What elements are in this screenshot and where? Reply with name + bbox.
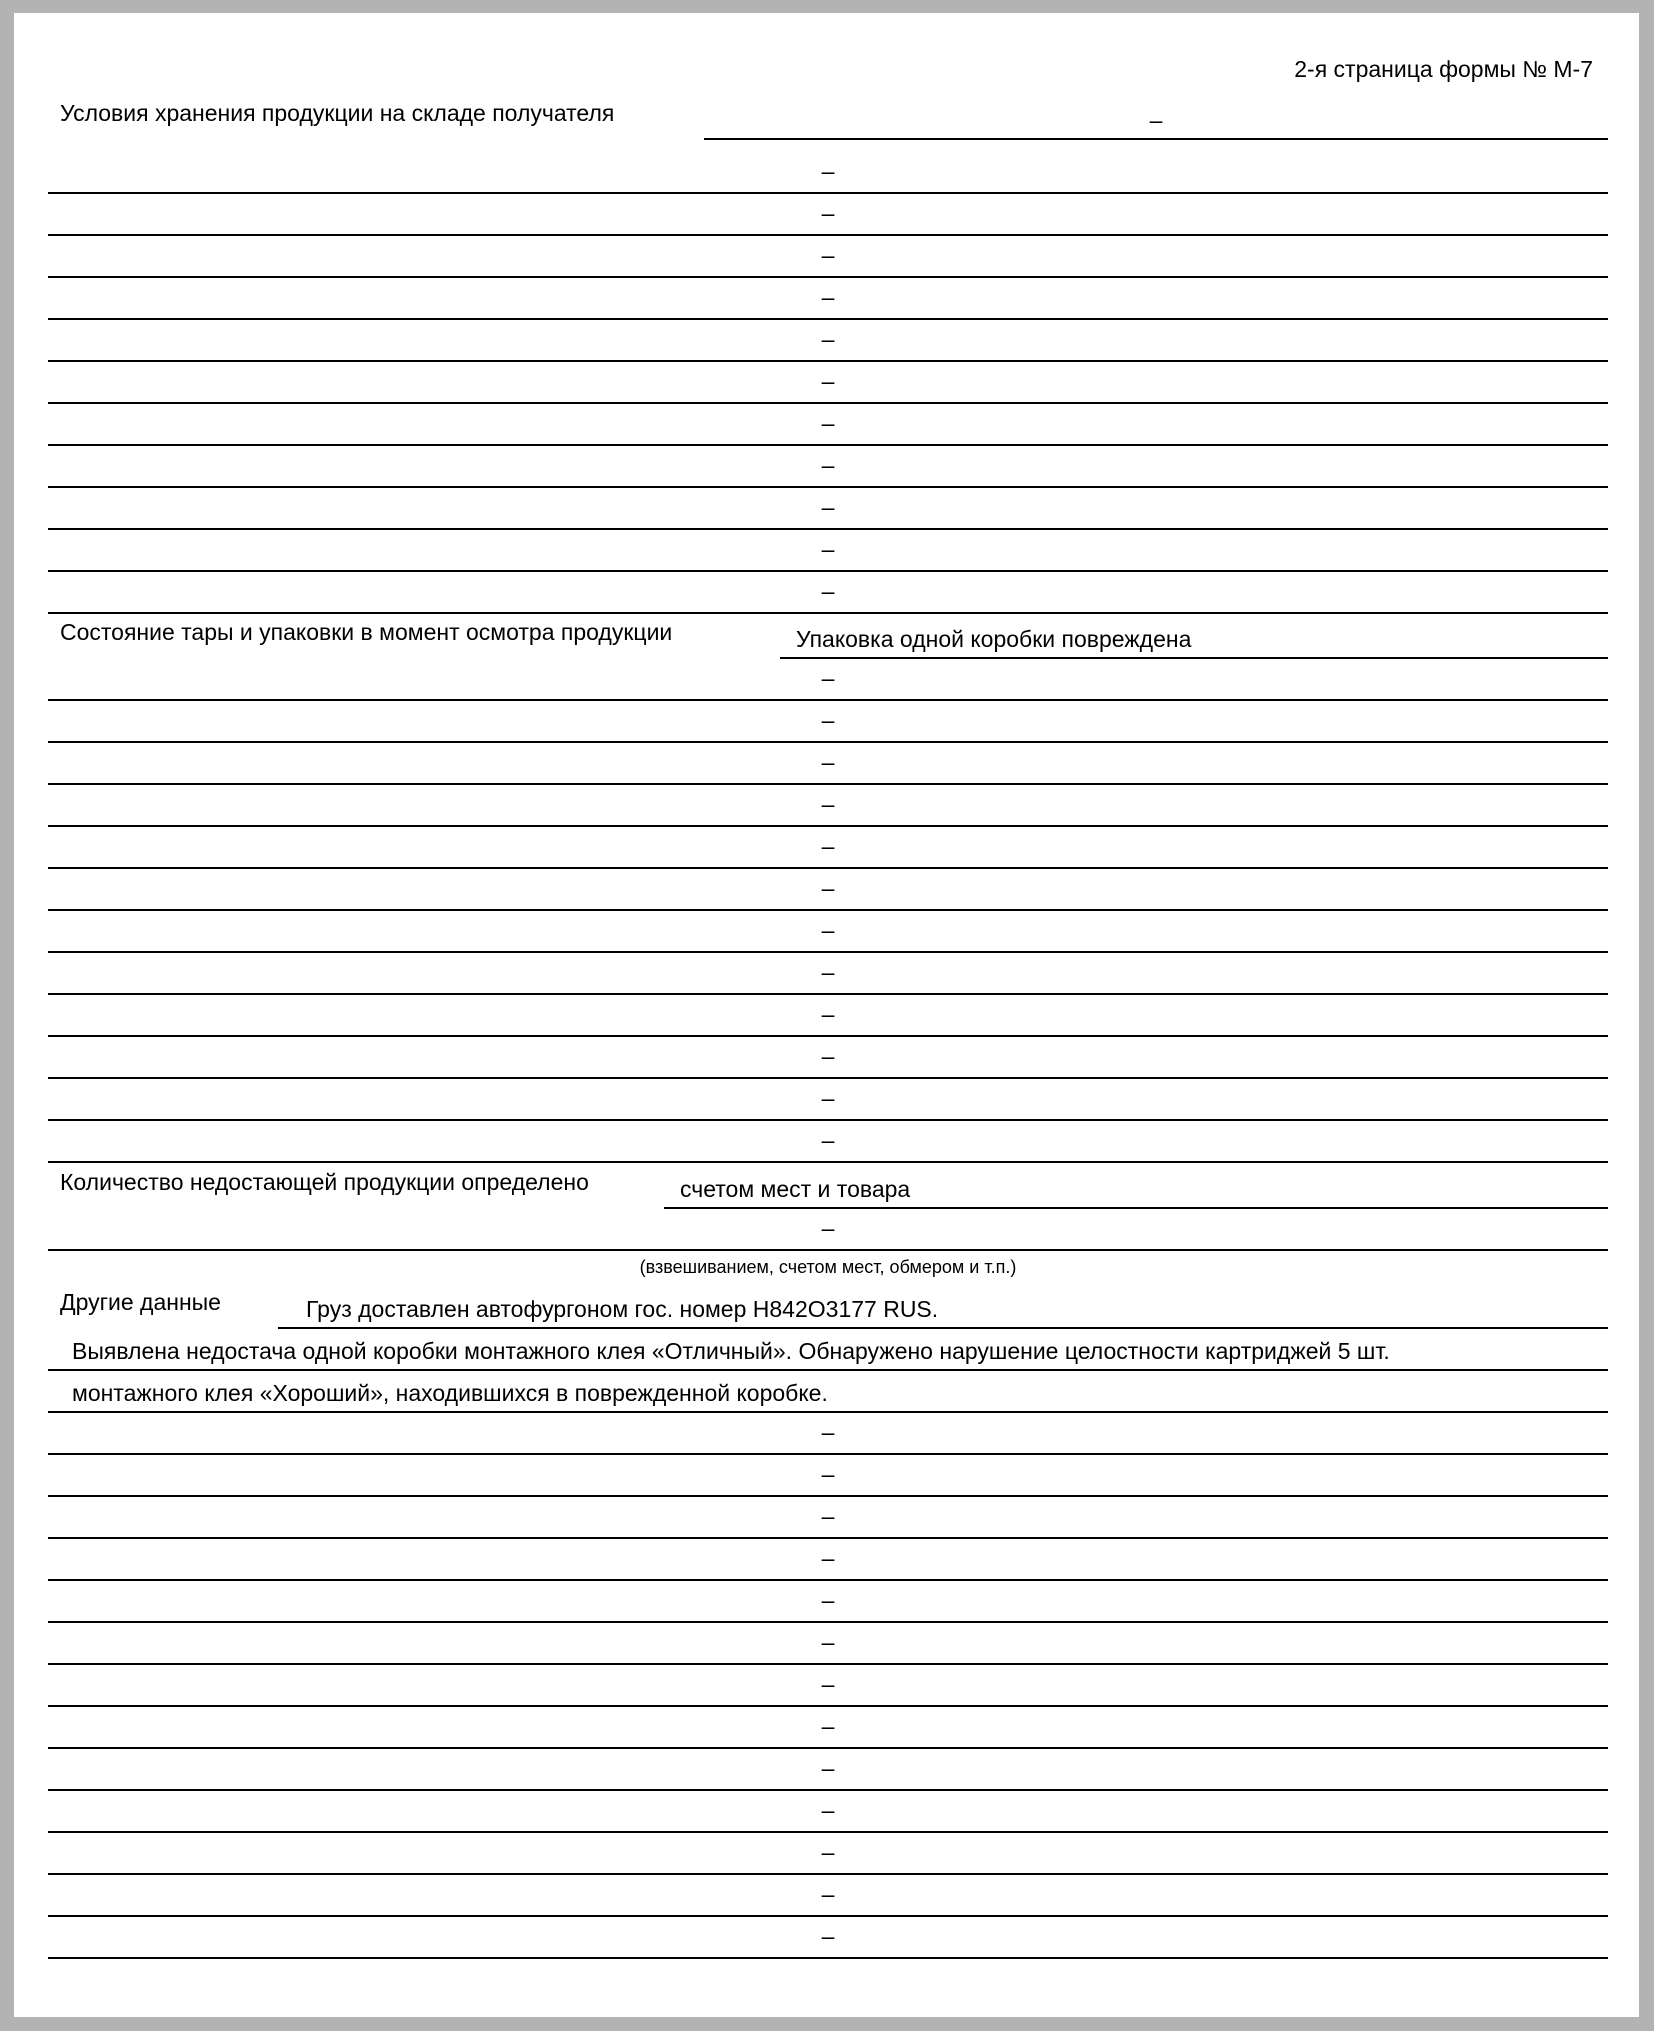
form-area [14,13,1639,2017]
other-data-line-2[interactable] [48,1329,1608,1371]
dash-mark: – [821,1215,835,1241]
dash-mark: – [821,1503,835,1529]
blank-line[interactable] [48,1707,1608,1749]
dash-mark: – [821,536,835,562]
dash-mark: – [821,1671,835,1697]
packaging-state-row [48,613,1608,659]
other-data-line-3-text: монтажного клея «Хороший», находившихся в поврежденной коробке. [72,1380,828,1406]
dash-mark: – [821,1085,835,1111]
blank-line[interactable] [48,1749,1608,1791]
dash-mark: – [821,242,835,268]
dash-mark: – [821,452,835,478]
other-data-row [48,1283,1608,1329]
blank-line[interactable] [48,1875,1608,1917]
blank-line[interactable] [48,236,1608,278]
blank-line[interactable] [48,1037,1608,1079]
storage-conditions-field[interactable] [704,100,1608,140]
dash-mark: – [821,1923,835,1949]
dash-mark: – [821,875,835,901]
dash-mark: – [821,284,835,310]
storage-conditions-row [48,94,1608,140]
blank-line[interactable] [48,1455,1608,1497]
dash-mark: – [821,1881,835,1907]
dash-mark: – [821,494,835,520]
dash-mark: – [821,791,835,817]
blank-line[interactable] [48,869,1608,911]
other-data-line-2-text: Выявлена недостача одной коробки монтажного клея «Отличный». Обнаружено нарушение целостности картриджей 5 шт. [72,1338,1390,1364]
blank-line[interactable] [48,1917,1608,1959]
blank-line[interactable] [48,488,1608,530]
dash-mark: – [821,158,835,184]
blank-line[interactable] [48,572,1608,614]
dash-mark: – [821,1755,835,1781]
dash-mark: – [821,707,835,733]
blank-line[interactable] [48,785,1608,827]
dash-mark: – [821,1713,835,1739]
other-data-label: Другие данные [60,1289,221,1315]
blank-line[interactable] [48,1833,1608,1875]
form-page [14,13,1639,2017]
blank-line[interactable] [48,827,1608,869]
blank-line[interactable] [48,320,1608,362]
blank-line[interactable] [48,362,1608,404]
dash-mark: – [821,1587,835,1613]
blank-line[interactable] [48,530,1608,572]
dash-mark: – [821,1461,835,1487]
packaging-state-label: Состояние тары и упаковки в момент осмотра продукции [60,619,673,645]
blank-line[interactable] [48,1413,1608,1455]
dash-mark: – [821,665,835,691]
dash-mark: – [821,1043,835,1069]
blank-line[interactable] [48,1497,1608,1539]
dash-mark: – [821,410,835,436]
blank-line[interactable] [48,743,1608,785]
blank-line[interactable] [48,404,1608,446]
shortage-method-label: Количество недостающей продукции определено [60,1169,589,1195]
dash-mark: – [821,1127,835,1153]
dash-mark: – [821,959,835,985]
blank-line[interactable] [48,1121,1608,1163]
dash-mark: – [821,1839,835,1865]
other-data-value: Груз доставлен автофургоном гос. номер Н842О3177 RUS. [306,1296,939,1322]
storage-conditions-label: Условия хранения продукции на складе получателя [60,100,615,126]
dash-mark: – [821,1419,835,1445]
shortage-method-row [48,1163,1608,1209]
blank-line[interactable] [48,278,1608,320]
blank-line[interactable] [48,659,1608,701]
storage-conditions-value: – [1149,107,1163,133]
blank-line[interactable] [48,1791,1608,1833]
blank-line[interactable] [48,953,1608,995]
blank-line[interactable] [48,1581,1608,1623]
other-data-field[interactable] [278,1289,1608,1329]
dash-mark: – [821,1797,835,1823]
shortage-method-line-2[interactable] [48,1209,1608,1251]
packaging-state-field[interactable] [780,619,1608,659]
blank-line[interactable] [48,194,1608,236]
dash-mark: – [821,1545,835,1571]
blank-line[interactable] [48,1665,1608,1707]
blank-line[interactable] [48,1079,1608,1121]
blank-line[interactable] [48,995,1608,1037]
blank-line[interactable] [48,701,1608,743]
blank-line[interactable] [48,911,1608,953]
shortage-method-field[interactable] [664,1169,1608,1209]
dash-mark: – [821,1629,835,1655]
blank-line[interactable] [48,1539,1608,1581]
dash-mark: – [821,326,835,352]
dash-mark: – [821,1001,835,1027]
form-page-header: 2-я страница формы № М-7 [1294,56,1593,82]
dash-mark: – [821,368,835,394]
shortage-method-value: счетом мест и товара [680,1176,911,1202]
shortage-method-caption: (взвешиванием, счетом мест, обмером и т.п.) [639,1257,1017,1277]
blank-line[interactable] [48,152,1608,194]
dash-mark: – [821,749,835,775]
dash-mark: – [821,833,835,859]
other-data-line-3[interactable] [48,1371,1608,1413]
blank-line[interactable] [48,1623,1608,1665]
blank-line[interactable] [48,446,1608,488]
dash-mark: – [821,578,835,604]
dash-mark: – [821,200,835,226]
dash-mark: – [821,917,835,943]
packaging-state-value: Упаковка одной коробки повреждена [796,626,1192,652]
